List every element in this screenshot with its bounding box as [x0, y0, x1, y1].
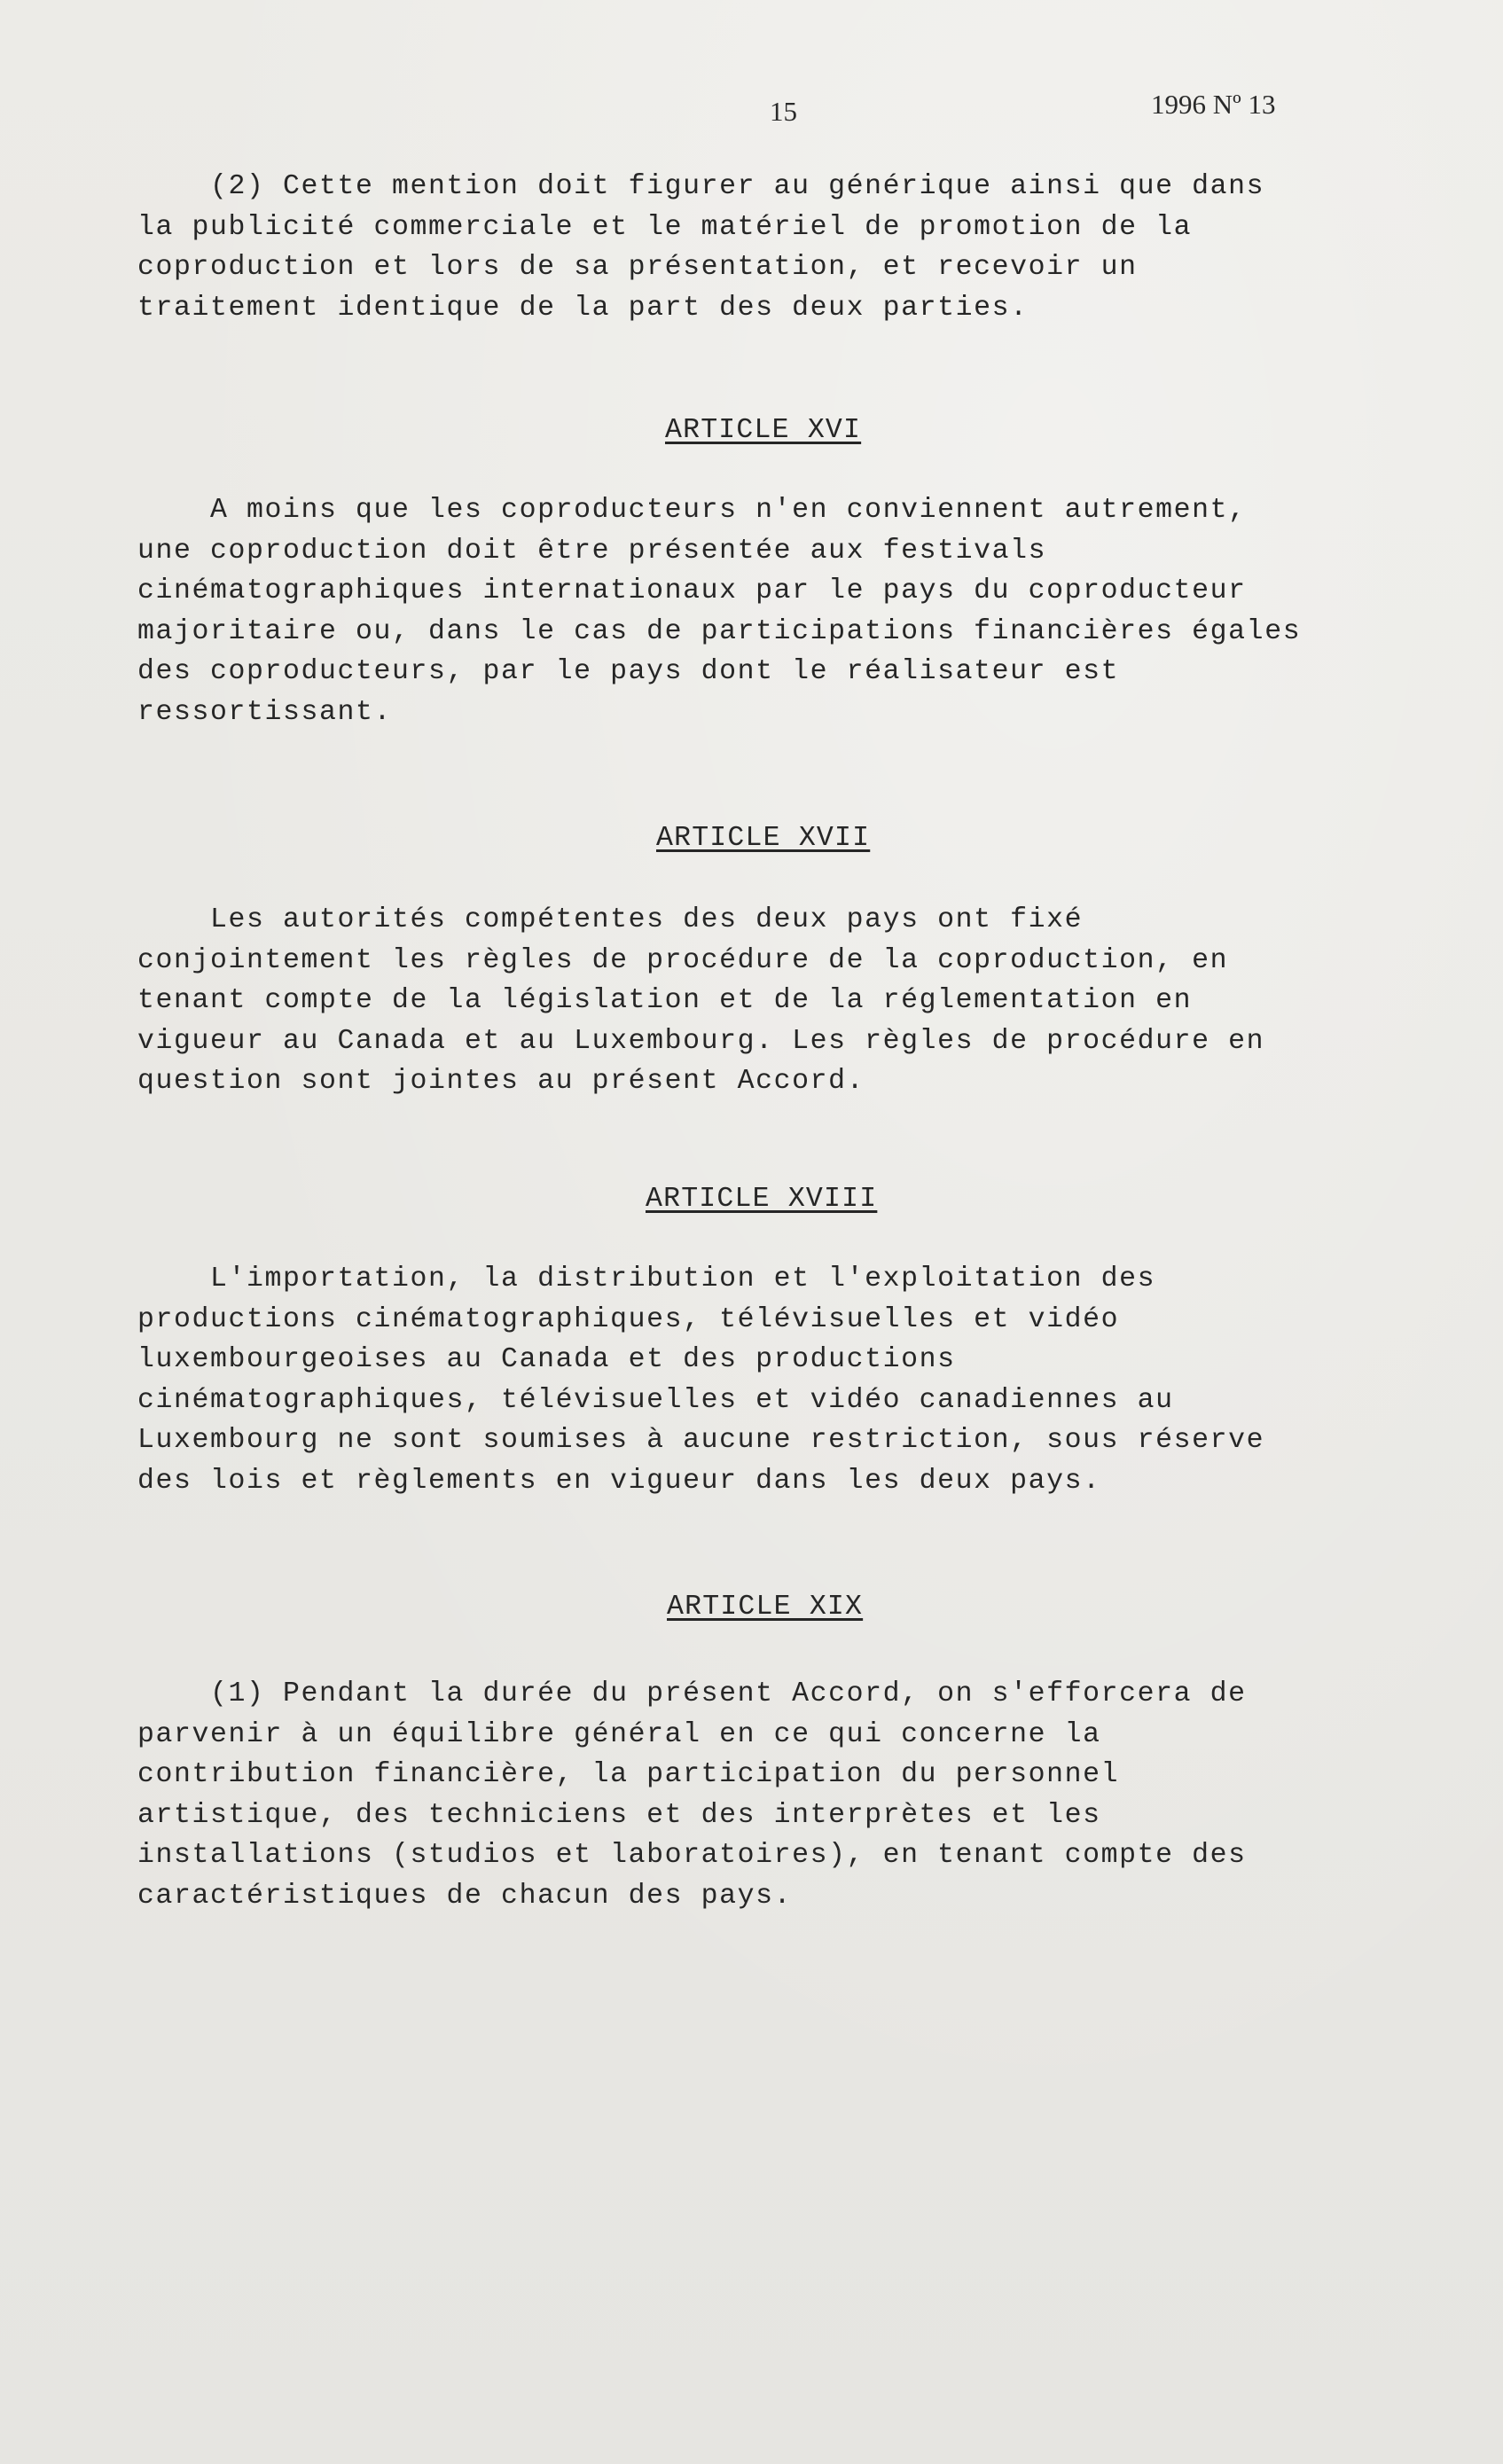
- text-line: A moins que les coproducteurs n'en conviennent autrement,: [137, 495, 1247, 526]
- issue-number: 1996 Nº 13: [1151, 89, 1276, 120]
- text-line: caractéristiques de chacun des pays.: [137, 1880, 793, 1912]
- text-line: cinématographiques internationaux par le pays du coproducteur: [137, 575, 1247, 606]
- text-line: conjointement les règles de procédure de la coproduction, en: [137, 944, 1229, 976]
- text-line: ressortissant.: [137, 696, 393, 728]
- text-line: Les autorités compétentes des deux pays ont fixé: [137, 904, 1084, 935]
- text-line: cinématographiques, télévisuelles et vidéo canadiennes au: [137, 1384, 1174, 1416]
- text-line: traitement identique de la part des deux parties.: [137, 292, 1029, 324]
- text-line: la publicité commerciale et le matériel de promotion de la: [137, 211, 1193, 243]
- article-18-heading: ARTICLE XVIII: [646, 1184, 878, 1215]
- text-line: contribution financière, la participation du personnel: [137, 1759, 1120, 1790]
- text-line: vigueur au Canada et au Luxembourg. Les règles de procédure en: [137, 1025, 1265, 1057]
- text-line: Luxembourg ne sont soumises à aucune restriction, sous réserve: [137, 1425, 1265, 1456]
- text-line: majoritaire ou, dans le cas de participations financières égales: [137, 615, 1302, 647]
- text-line: coproduction et lors de sa présentation, et recevoir un: [137, 252, 1138, 283]
- text-line: une coproduction doit être présentée aux festivals: [137, 535, 1047, 567]
- article-17-text: [137, 900, 1397, 1102]
- text-line: L'importation, la distribution et l'exploitation des: [137, 1263, 1156, 1295]
- text-line: luxembourgeoises au Canada et des productions: [137, 1344, 956, 1375]
- text-line: parvenir à un équilibre général en ce qui concerne la: [137, 1718, 1101, 1750]
- article-19-heading: ARTICLE XIX: [667, 1592, 864, 1623]
- text-line: des lois et règlements en vigueur dans les deux pays.: [137, 1465, 1101, 1497]
- text-line: question sont jointes au présent Accord.: [137, 1066, 865, 1097]
- article-16-heading: ARTICLE XVI: [665, 415, 862, 446]
- article-17-heading: ARTICLE XVII: [656, 823, 871, 854]
- text-line: tenant compte de la législation et de la réglementation en: [137, 985, 1193, 1016]
- page-number: 15: [770, 96, 797, 127]
- article-19-text: [137, 1674, 1397, 1916]
- text-line: productions cinématographiques, télévisuelles et vidéo: [137, 1303, 1120, 1335]
- article-16-text: [137, 490, 1397, 732]
- text-line: (2) Cette mention doit figurer au générique ainsi que dans: [137, 171, 1265, 202]
- article-15-paragraph-2: [137, 167, 1397, 328]
- text-line: artistique, des techniciens et des interprètes et les: [137, 1799, 1101, 1831]
- text-line: (1) Pendant la durée du présent Accord, on s'efforcera de: [137, 1678, 1247, 1709]
- text-line: des coproducteurs, par le pays dont le réalisateur est: [137, 656, 1120, 687]
- article-18-text: [137, 1259, 1397, 1501]
- text-line: installations (studios et laboratoires), en tenant compte des: [137, 1840, 1247, 1871]
